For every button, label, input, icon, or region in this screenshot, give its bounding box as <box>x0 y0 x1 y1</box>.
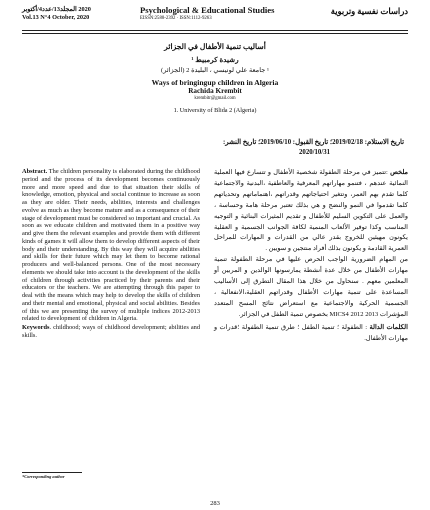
title-block <box>30 42 400 115</box>
arabic-affiliation: ¹ جامعة علي لونيسي ، البليدة 2 (الجزائر) <box>161 67 269 74</box>
header-rule <box>22 30 408 31</box>
english-author: Rachida Krembit <box>188 87 242 95</box>
volume-english: Vol.13 N°4 October, 2020 <box>22 14 90 21</box>
journal-header <box>22 4 408 40</box>
author-email[interactable]: krembitr@gmail.com <box>194 96 236 101</box>
english-affiliation: 1. University of Blida 2 (Algeria) <box>173 107 257 114</box>
corresponding-author-note: *Corresponding author <box>22 474 65 479</box>
arabic-keywords-label: الكلمات الدالة <box>369 323 408 331</box>
arabic-title: أساليب تنمية الأطفال في الجزائر <box>164 42 266 51</box>
page-number: 283 <box>210 500 220 507</box>
english-keywords <box>22 324 200 340</box>
volume-arabic: 2020 المجلد13/عدد4/أكتوبر <box>22 6 91 13</box>
arabic-abstract-paragraph-1 <box>214 168 408 255</box>
arabic-abstract-body-1: :تتميز في مرحلة الطفولة شخصية الأطفال و تتسارع فيها العملية النمائية عندهم ، فتنمو مهاراتهم المعرفية والعاطفية ،البدنية والاجتماعية كلما تقدم بهم العمر، وتتغير احتياجاتهم وقدراتهم ،اهتماماتهم وتحدياتهم كلما تقدموا في النمو والنضج و هي بذلك تعتبر مرحلة هامة وحساسة ، والعمل على التكوين السليم للأطفال و تقديم المثيرات البنائية و التوجيه المناسب وكذا توفير الألعاب المنمية لكافة الجوانب الجسمية و العقلية يكونون مهيئين للخروج بقدر عالي من القدرات و المهارات للمراحل العمرية القادمة و يكونون بذلك أفراد منتجين و سويين . <box>214 169 408 253</box>
header-rule-thin <box>22 33 408 34</box>
abstract-label: Abstract. <box>22 168 48 175</box>
english-title: Ways of bringingup children in Algeria <box>151 78 279 87</box>
keywords-label: Keywords <box>22 324 50 331</box>
arabic-abstract <box>214 168 408 345</box>
arabic-keywords-text: : الطفولة ؛ تنمية الطفل ؛ طرق تنمية الطفولة ؛قدرات و مهارات الأطفال. <box>214 323 408 342</box>
footnote-rule <box>22 472 82 473</box>
english-abstract-paragraph <box>22 168 200 323</box>
journal-name-block <box>140 5 300 21</box>
dates-line-1: تاريخ الاستلام: 2019/02/18؛ تاريخ القبول: 2019/06/10؛ تاريخ النشر: <box>222 139 404 146</box>
arabic-keywords <box>214 323 408 345</box>
english-abstract <box>22 168 200 340</box>
volume-info <box>22 6 134 22</box>
arabic-abstract-paragraph-2: من المهام الضرورية الواجب الحرص عليها في مرحلة الطفولة تنمية مهارات الأطفال من خلال عدة أنشطة يمارسونها الوالدين و المربين أو المعلمين معهم . سنحاول من خلال هذا المقال التطرق إلى الأساليب المساعدة على تنمية مهارات الأطفال وقدراتهم العقلية،الانفعالية ، الجسمية الحركية والاجتماعية مع استعراض نتائج المسح المتعدد المؤشرات MICS4 2012 2013 بخصوص تنمية الطفل في الجزائر. <box>214 256 408 318</box>
abstract-body: The children personality is elaborated during the childhood period and the process of its development becomes continuously more and more speed and due to that situation their skills of knowledge, emotion, physical and social continue to increase as soon as they are older. Their needs, abilities, interests and challenges evolve as much as they become mature and as a consequence of their stage of development must be considered so important and crucial. As soon as we educate children and motivated them in a positive way and give them the relevant examples and provide them with different kinds of games it will allow them to develop different aspects of their body and their understanding. By this way they will acquire abilities and skills for their future which may let them to become rational producers and well-balanced persons. One of the most necessary elements we should take into account is the development of the skills of children through activities practiced by their parents and their educators or the teachers. We are attempting through this paper to deal with the means which may help to develop the skills of children and their mental and emotional, physical and social abilities. Besides of this we are presenting the survey of multiple indices 2012-2013 related to development of children in Algeria. <box>22 168 200 323</box>
journal-title: Psychological & Educational Studies <box>140 5 275 15</box>
issn: EISSN:2588-2392 · ISSN:1112-9263 <box>140 16 212 21</box>
arabic-abstract-label: ملخص <box>390 169 408 176</box>
dates-line-2: 2020/10/31 <box>299 149 330 156</box>
arabic-author: رشيدة كرمبيط ¹ <box>191 56 239 64</box>
journal-title-arabic: دراسات نفسية وتربوية <box>330 7 408 16</box>
keywords-text: . childhood; ways of childhood development; abilities and skills. <box>22 324 200 339</box>
submission-dates <box>22 138 408 160</box>
